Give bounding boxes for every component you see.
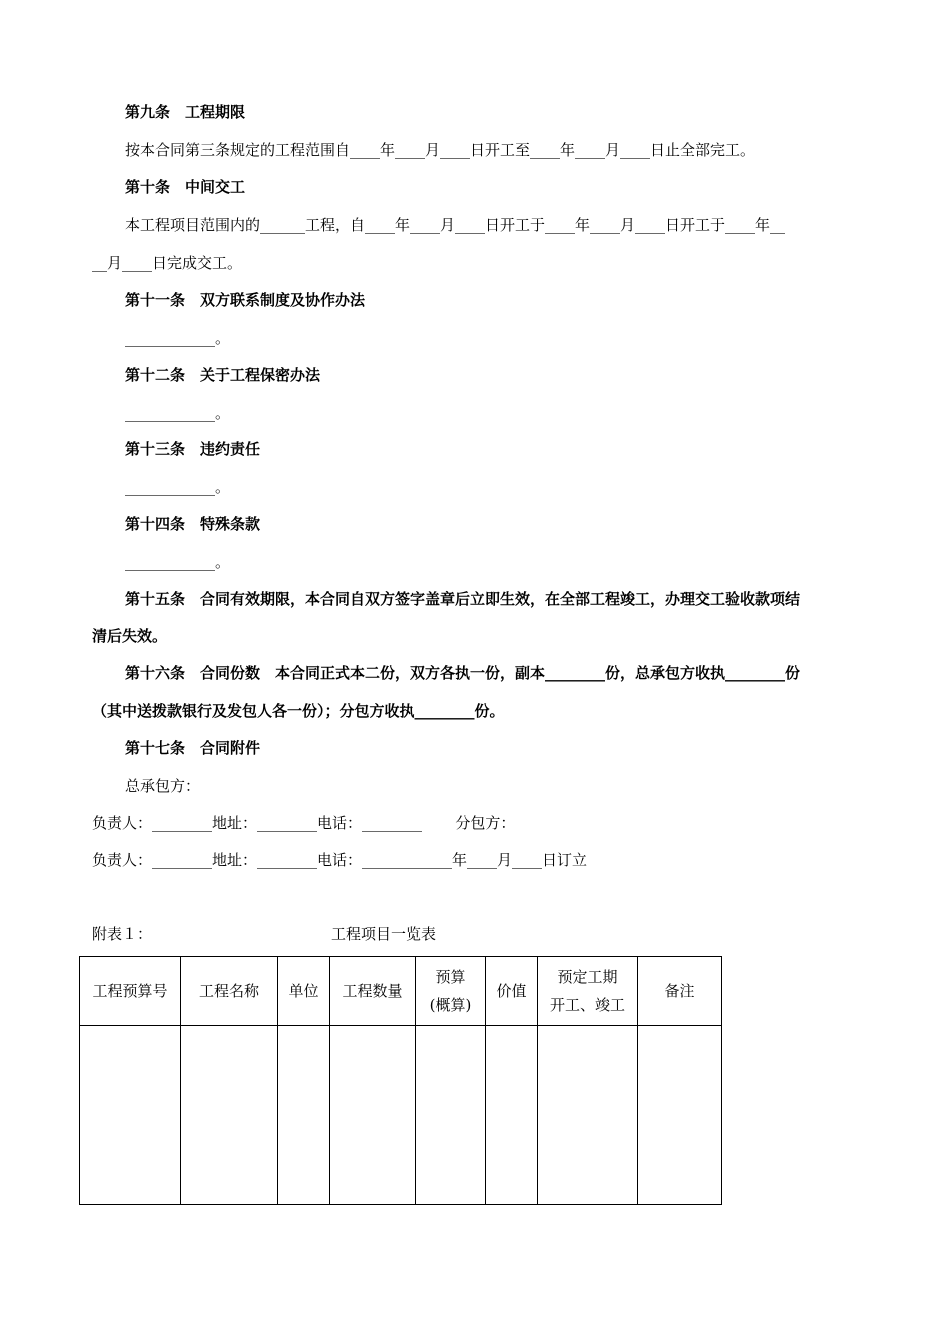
article13-heading: 第十三条 违约责任 xyxy=(125,440,261,458)
table-cell[interactable] xyxy=(538,1026,638,1205)
header-schedule-line2: 开工、竣工 xyxy=(549,996,625,1014)
table-header-row xyxy=(80,957,722,1026)
table-cell[interactable] xyxy=(486,1026,538,1205)
table-cell[interactable] xyxy=(278,1026,330,1205)
article15-line2: 清后失效。 xyxy=(92,627,168,645)
header-budget-line1: 预算 xyxy=(435,968,466,986)
header-budget-no: 工程预算号 xyxy=(80,957,181,1026)
article14-heading: 第十四条 特殊条款 xyxy=(125,515,261,533)
table-row xyxy=(80,1026,722,1205)
table-cell[interactable] xyxy=(330,1026,416,1205)
article12-heading: 第十二条 关于工程保密办法 xyxy=(125,366,321,384)
table-cell[interactable] xyxy=(181,1026,278,1205)
header-unit: 单位 xyxy=(278,957,330,1026)
appendix-title: 工程项目一览表 xyxy=(331,925,437,943)
article16-line2: （其中送拨款银行及发包人各一份）；分包方收执________份。 xyxy=(92,702,505,720)
article12-blank: ____________。 xyxy=(125,404,231,422)
header-budget xyxy=(416,957,486,1026)
appendix-label: 附表１： xyxy=(92,925,153,943)
project-list-table xyxy=(79,956,722,1205)
signature-row1: 负责人：________地址：________电话：________ 分包方： xyxy=(92,814,516,832)
article9-text: 按本合同第三条规定的工程范围自____年____月____日开工至____年____月____日止全部完工。 xyxy=(125,141,756,159)
table-cell[interactable] xyxy=(416,1026,486,1205)
article10-text-line1: 本工程项目范围内的______工程，自____年____月____日开工于____年____月____日开工于____年__ xyxy=(125,216,786,234)
signature-row2: 负责人：________地址：________电话：____________年____月____日订立 xyxy=(92,851,588,869)
article9-heading: 第九条 工程期限 xyxy=(125,103,246,121)
article10-heading: 第十条 中间交工 xyxy=(125,178,246,196)
article11-blank: ____________。 xyxy=(125,329,231,347)
article14-blank: ____________。 xyxy=(125,553,231,571)
general-contractor-label: 总承包方： xyxy=(125,777,201,795)
article16-line1: 第十六条 合同份数 本合同正式本二份，双方各执一份，副本________份，总承包方收执________份 xyxy=(125,664,801,682)
article10-text-line2: __月____日完成交工。 xyxy=(92,254,243,272)
header-quantity: 工程数量 xyxy=(330,957,416,1026)
article17-heading: 第十七条 合同附件 xyxy=(125,739,261,757)
table-cell[interactable] xyxy=(80,1026,181,1205)
header-schedule xyxy=(538,957,638,1026)
header-schedule-line1: 预定工期 xyxy=(557,968,618,986)
article15-line1: 第十五条 合同有效期限，本合同自双方签字盖章后立即生效，在全部工程竣工，办理交工验收款项结 xyxy=(125,590,801,608)
table-cell[interactable] xyxy=(638,1026,722,1205)
article13-blank: ____________。 xyxy=(125,478,231,496)
header-value: 价值 xyxy=(486,957,538,1026)
header-remark: 备注 xyxy=(638,957,722,1026)
header-budget-line2: (概算) xyxy=(429,996,472,1014)
article11-heading: 第十一条 双方联系制度及协作办法 xyxy=(125,291,366,309)
header-name: 工程名称 xyxy=(181,957,278,1026)
